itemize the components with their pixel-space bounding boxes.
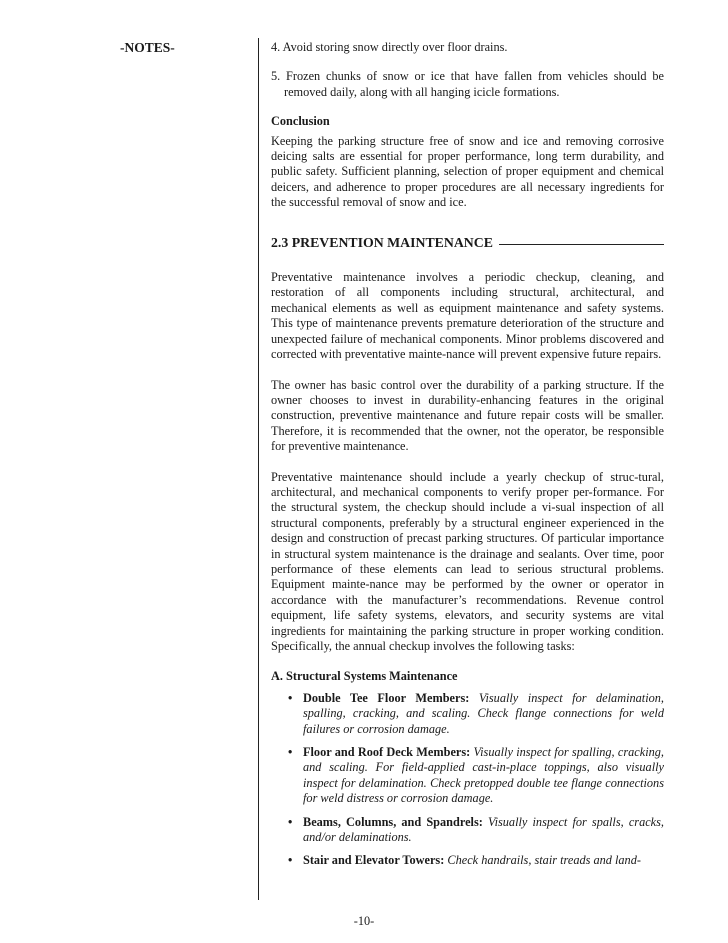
section-title: 2.3 PREVENTION MAINTENANCE	[271, 234, 493, 250]
paragraph-2: The owner has basic control over the durability of a parking structure. If the owner chooses to invest in durability-enhancing features in the original construction, preventive maintenance and future repair costs will be smaller. Therefore, it is recommended that the owner, not the operator, be responsible for preventive maintenance.	[271, 377, 664, 454]
page-number-text: -10-	[353, 914, 375, 928]
conclusion-paragraph: Keeping the parking structure free of snow and ice and removing corrosive deicing salts are essential for proper performance, long term durability, and public safety. Sufficient planning, selection of proper equipment and chemical deicers, and adherence to proper procedures are all necessary ingredients for the successful removal of snow and ice.	[271, 133, 664, 210]
section-heading-rule	[499, 244, 664, 245]
task-item-beams	[271, 815, 664, 846]
notes-label: -NOTES-	[120, 40, 175, 55]
task-description: Visually inspect for delamination, spalling, cracking, and scaling. Check flange connections for weld failures or corrosion damage.	[303, 690, 664, 736]
list-item-5: 5. Frozen chunks of snow or ice that have fallen from vehicles should be removed daily, along with all hanging icicle formations.	[271, 69, 664, 99]
task-term: Beams, Columns, and Spandrels:	[303, 814, 483, 829]
task-item-double-tee	[271, 691, 664, 737]
bullet-icon: •	[288, 690, 293, 705]
conclusion-heading: Conclusion	[271, 114, 330, 129]
margin-rule	[258, 38, 259, 900]
task-description: Visually inspect for spalls, cracks, and/or delaminations.	[303, 814, 665, 845]
task-description: Check handrails, stair treads and land-	[447, 853, 641, 868]
task-list	[271, 691, 664, 869]
main-column	[271, 40, 664, 877]
task-term: Floor and Roof Deck Members:	[303, 745, 471, 760]
task-description: Visually inspect for spalling, cracking, and scaling. For field-applied cast-in-place toppings, also visually inspect for delamination. Check pretopped double tee flange connections for weld distress or corrosion damage.	[303, 745, 665, 806]
bullet-icon: •	[288, 853, 293, 868]
paragraph-3: Preventative maintenance should include a yearly checkup of struc-tural, architectural, and mechanical components to verify proper per-formance. For the structural system, the checkup should include a vi-sual inspection of all structural components, preferably by a structural engineer experienced in the design and construction of precast parking structures. Of particular importance in structural system maintenance is the drainage and sealants. Over time, poor performance of these elements can lead to serious structural problems. Equipment mainte-nance may be performed by the owner or operator in accordance with the manufacturer’s recommendations. Revenue control equipment, life safety systems, elevators, and security systems are vital ingredients for maintaining the parking structure in proper working condition. Specifically, the annual checkup involves the following tasks:	[271, 469, 664, 653]
section-heading	[271, 235, 664, 250]
bullet-icon: •	[288, 745, 293, 760]
subsection-heading: A. Structural Systems Maintenance	[271, 669, 458, 684]
task-term: Stair and Elevator Towers:	[303, 853, 445, 868]
task-item-floor-roof	[271, 745, 664, 807]
list-item-4: 4. Avoid storing snow directly over floor drains.	[271, 40, 508, 54]
bullet-icon: •	[288, 814, 293, 829]
page-number	[0, 914, 728, 929]
paragraph-1: Preventative maintenance involves a periodic checkup, cleaning, and restoration of all components including structural, architectural, and mechanical elements as well as equipment maintenance and safety systems. This type of maintenance prevents premature deterioration of the structure and unexpected failure of mechanical components. Minor problems discovered and corrected with preventative mainte-nance will prevent expensive future repairs.	[271, 270, 664, 362]
task-item-stairs	[271, 853, 664, 868]
task-term: Double Tee Floor Members:	[303, 690, 470, 705]
